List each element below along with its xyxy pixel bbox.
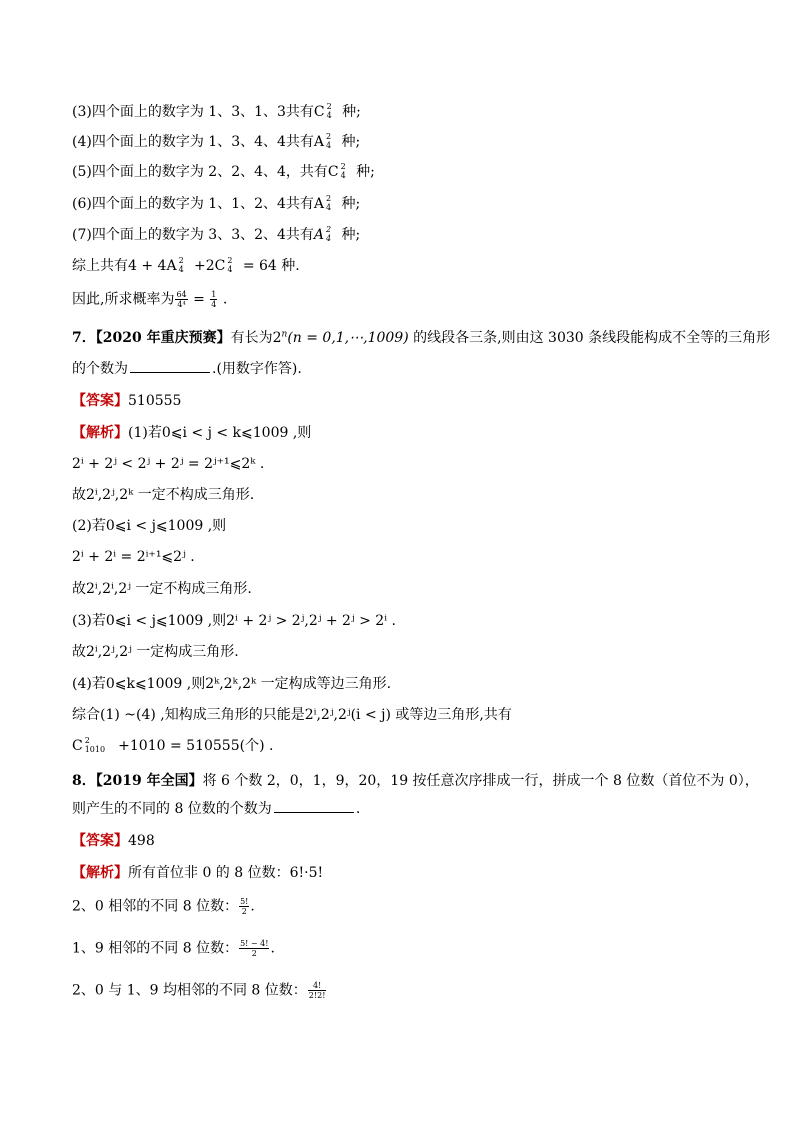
fraction: $\frac{1}{4}$ [211,290,217,309]
fraction: $\frac{5!}{2}$ [240,897,249,916]
fraction: $\frac{4!}{2!2!}$ [308,981,326,1000]
question-7-analysis-9: (4)若0⩽k⩽1009 ,则2ᵏ,2ᵏ,2ᵏ 一定构成等边三角形. [72,676,392,692]
question-8-line-2: 则产生的不同的 8 位数的个数为 . [72,801,361,817]
question-8-analysis-3: 1、9 相邻的不同 8 位数： $\frac{5! - 4!}{2}$ . [72,939,275,958]
question-8-tag: 8．【2019 年全国】 [72,773,203,789]
question-7-line-2: 的个数为 .(用数字作答). [72,361,302,377]
question-7-analysis-7: (3)若0⩽i < j⩽1009 ,则2ⁱ + 2ʲ > 2ʲ,2ʲ + 2ʲ > 2ⁱ . [72,613,396,629]
case-7: (7)四个面上的数字为 3、3、2、4共有A 2 4 种; [72,225,361,243]
case-4: (4)四个面上的数字为 1、3、4、4共有A 2 4 种; [72,132,361,150]
question-7-analysis-1: 【解析】(1)若0⩽i < j < k⩽1009 ,则 [72,425,312,441]
answer-blank [130,360,210,373]
question-7-analysis-2: 2ⁱ + 2ʲ < 2ʲ + 2ʲ = 2ʲ⁺¹⩽2ᵏ . [72,456,265,472]
combination-symbol: C 2 4 [327,162,346,180]
question-7-line-1: 7．【2020 年重庆预赛】有长为$2^n(n$ = 0,1,⋯,1009) 的线段各三条,则由这 3030 条线段能构成不全等的三角形 [72,329,771,346]
question-7-analysis-3: 故2ⁱ,2ʲ,2ᵏ 一定不构成三角形. [72,487,255,503]
fraction: $\frac{64}{\text{4⁴}}$ [176,290,187,309]
question-7-analysis-6: 故2ⁱ,2ⁱ,2ʲ 一定不构成三角形. [72,581,252,597]
analysis-label: 【解析】 [72,865,128,881]
arrangement-symbol: A 2 4 [313,132,332,150]
question-7-analysis-5: 2ⁱ + 2ⁱ = 2ⁱ⁺¹⩽2ʲ . [72,549,195,565]
question-7-analysis-4: (2)若0⩽i < j⩽1009 ,则 [72,518,227,534]
fraction: $\frac{5! - 4!}{2}$ [240,939,269,958]
answer-label: 【答案】 [72,393,128,409]
question-7-answer: 【答案】510555 [72,393,182,409]
summary-line: 综上共有4 + 4A 2 4 +2C 2 4 = 64 种. [72,256,300,274]
answer-label: 【答案】 [72,833,128,849]
case-5: (5)四个面上的数字为 2、2、4、4，共有C 2 4 种; [72,162,375,180]
question-7-analysis-8: 故2ⁱ,2ʲ,2ʲ 一定构成三角形. [72,644,239,660]
question-7-tag: 7．【2020 年重庆预赛】 [72,330,231,346]
question-7-analysis-11: C 2 1010 +1010 = 510555(个) . [72,736,274,754]
arrangement-symbol: A 2 4 [313,194,332,212]
question-8-answer: 【答案】498 [72,833,155,849]
arrangement-symbol: A 2 4 [313,225,332,243]
analysis-label: 【解析】 [72,425,128,441]
case-3: (3)四个面上的数字为 1、3、1、3共有C 2 4 种; [72,102,361,120]
question-8-analysis-1: 【解析】所有首位非 0 的 8 位数：6!·5! [72,865,324,881]
answer-blank [274,800,354,813]
case-6: (6)四个面上的数字为 1、1、2、4共有A 2 4 种; [72,194,361,212]
probability-line: 因此,所求概率为 $\frac{64}{\text{4⁴}}$ = $\frac{1}{4}$ . [72,290,228,309]
question-8-analysis-2: 2、0 相邻的不同 8 位数： $\frac{5!}{2}$ . [72,897,255,916]
combination-symbol: C 2 4 [313,102,332,120]
question-8-analysis-4: 2、0 与 1、9 均相邻的不同 8 位数： $\frac{4!}{2!2!}$ [72,981,326,1000]
question-7-analysis-10: 综合(1) ~(4) ,知构成三角形的只能是2ⁱ,2ʲ,2ʲ(i < j) 或等边三角形,共有 [72,707,512,723]
question-8-line-1: 8．【2019 年全国】将 6 个数 2，0，1，9，20，19 按任意次序排成一行，拼成一个 8 位数（首位不为 0）， [72,773,759,789]
